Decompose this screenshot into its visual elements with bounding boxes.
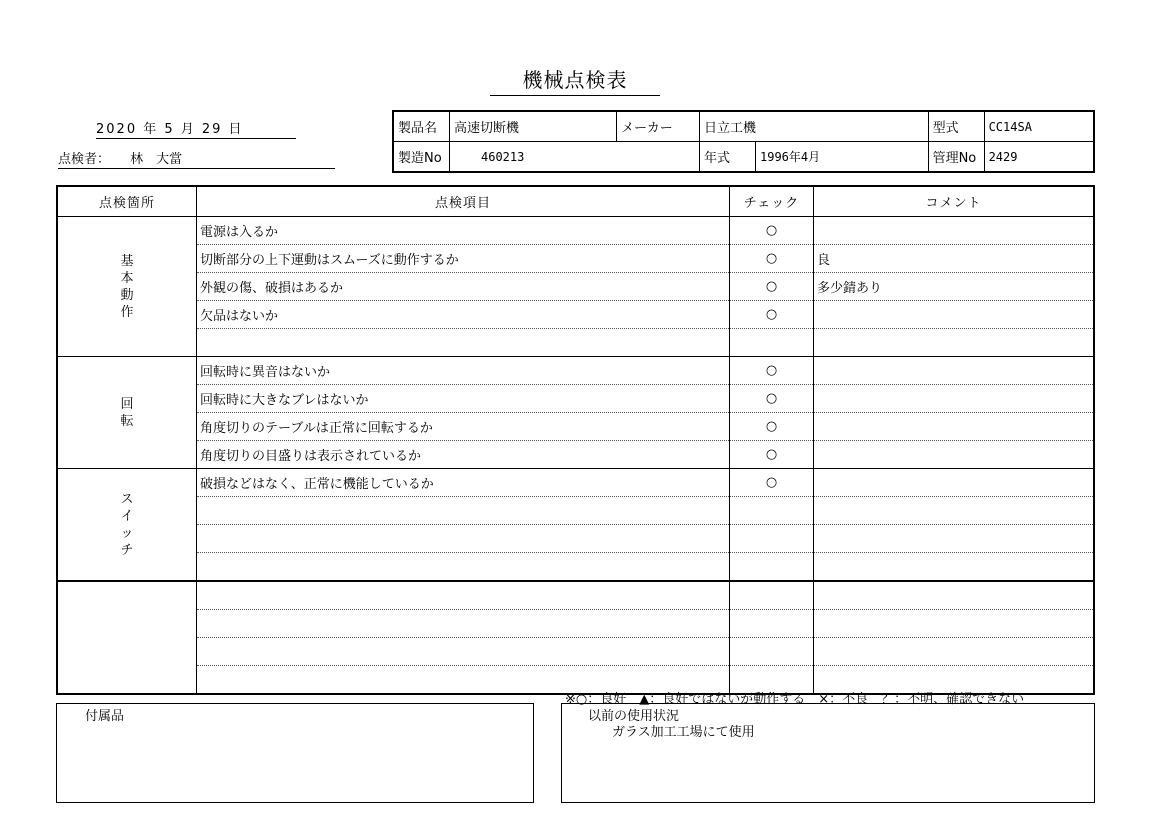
item-cell [197, 497, 730, 525]
check-cell [730, 497, 814, 525]
item-cell: 欠品はないか [197, 301, 730, 329]
model-value: CC14SA [984, 111, 1094, 142]
comment-cell: 良 [814, 245, 1094, 273]
page-title: 機械点検表 [490, 64, 660, 96]
table-row [58, 553, 1094, 582]
comment-cell [814, 217, 1094, 245]
table-row [58, 413, 1094, 441]
serial-label: 製造No [393, 142, 450, 173]
comment-cell [814, 385, 1094, 413]
comment-cell [814, 610, 1094, 638]
header-check: チェック [730, 187, 814, 217]
item-cell: 角度切りの目盛りは表示されているか [197, 441, 730, 469]
machine-info-table [392, 110, 1095, 173]
comment-cell [814, 413, 1094, 441]
year-label: 年式 [700, 142, 756, 173]
check-cell: ○ [730, 273, 814, 301]
inspection-table [56, 185, 1095, 695]
check-cell: ○ [730, 245, 814, 273]
comment-cell: 多少錆あり [814, 273, 1094, 301]
comment-cell [814, 329, 1094, 357]
item-cell [197, 553, 730, 582]
table-row [58, 385, 1094, 413]
comment-cell [814, 581, 1094, 610]
table-row [58, 217, 1094, 245]
mgmt-value: 2429 [984, 142, 1094, 173]
accessories-box [56, 703, 534, 803]
table-row [58, 441, 1094, 469]
inspection-date: 2020 年 5 月 29 日 [96, 118, 296, 139]
header-item: 点検項目 [197, 187, 730, 217]
table-row [58, 581, 1094, 610]
model-label: 型式 [928, 111, 984, 142]
check-cell: ○ [730, 217, 814, 245]
check-cell: ○ [730, 385, 814, 413]
comment-cell [814, 525, 1094, 553]
check-cell [730, 581, 814, 610]
prior-usage-value: ガラス加工工場にて使用 [612, 725, 755, 740]
serial-value: 460213 [450, 142, 700, 173]
header-place: 点検箇所 [58, 187, 197, 217]
maker-label: メーカー [617, 111, 700, 142]
comment-cell [814, 497, 1094, 525]
check-cell [730, 525, 814, 553]
check-cell: ○ [730, 301, 814, 329]
table-row [58, 357, 1094, 385]
check-cell [730, 329, 814, 357]
comment-cell [814, 357, 1094, 385]
category-cell: ス イ ッ チ [58, 469, 197, 582]
accessories-label: 付属品 [85, 709, 125, 724]
item-cell: 破損などはなく、正常に機能しているか [197, 469, 730, 497]
comment-cell [814, 469, 1094, 497]
table-row [58, 245, 1094, 273]
item-cell [197, 525, 730, 553]
table-row [58, 301, 1094, 329]
inspector-label: 点検者： [58, 152, 111, 167]
comment-cell [814, 638, 1094, 666]
item-cell: 回転時に大きなブレはないか [197, 385, 730, 413]
header-comment: コメント [814, 187, 1094, 217]
category-cell: 基 本 動 作 [58, 217, 197, 357]
inspector-name: 林 大當 [130, 152, 183, 167]
item-cell [197, 329, 730, 357]
check-cell: ○ [730, 441, 814, 469]
comment-cell [814, 441, 1094, 469]
item-cell: 角度切りのテーブルは正常に回転するか [197, 413, 730, 441]
header-row [58, 187, 1094, 217]
comment-cell [814, 301, 1094, 329]
comment-cell [814, 553, 1094, 582]
table-row [58, 610, 1094, 638]
legend-note: ※○：良好 ▲：良好ではないが動作する ×：不良 ？：不明、確認できない [565, 692, 1025, 707]
check-cell: ○ [730, 413, 814, 441]
check-cell [730, 638, 814, 666]
check-cell [730, 610, 814, 638]
mgmt-label: 管理No [928, 142, 984, 173]
category-cell [58, 581, 197, 694]
inspector-line [58, 148, 335, 169]
check-cell: ○ [730, 357, 814, 385]
item-cell: 電源は入るか [197, 217, 730, 245]
check-cell: ○ [730, 469, 814, 497]
item-cell [197, 610, 730, 638]
table-row [58, 638, 1094, 666]
table-row [58, 469, 1094, 497]
table-row [58, 329, 1094, 357]
table-row [58, 525, 1094, 553]
check-cell [730, 553, 814, 582]
prior-usage-label: 以前の使用状況 [588, 709, 680, 724]
item-cell: 切断部分の上下運動はスムーズに動作するか [197, 245, 730, 273]
maker-value: 日立工機 [700, 111, 929, 142]
table-row [58, 497, 1094, 525]
category-cell: 回 転 [58, 357, 197, 469]
table-row [58, 273, 1094, 301]
prior-usage-box [561, 703, 1095, 803]
item-cell: 回転時に異音はないか [197, 357, 730, 385]
year-value: 1996年4月 [756, 142, 929, 173]
item-cell [197, 581, 730, 610]
item-cell: 外観の傷、破損はあるか [197, 273, 730, 301]
product-value: 高速切断機 [450, 111, 617, 142]
item-cell [197, 638, 730, 666]
product-label: 製品名 [393, 111, 450, 142]
